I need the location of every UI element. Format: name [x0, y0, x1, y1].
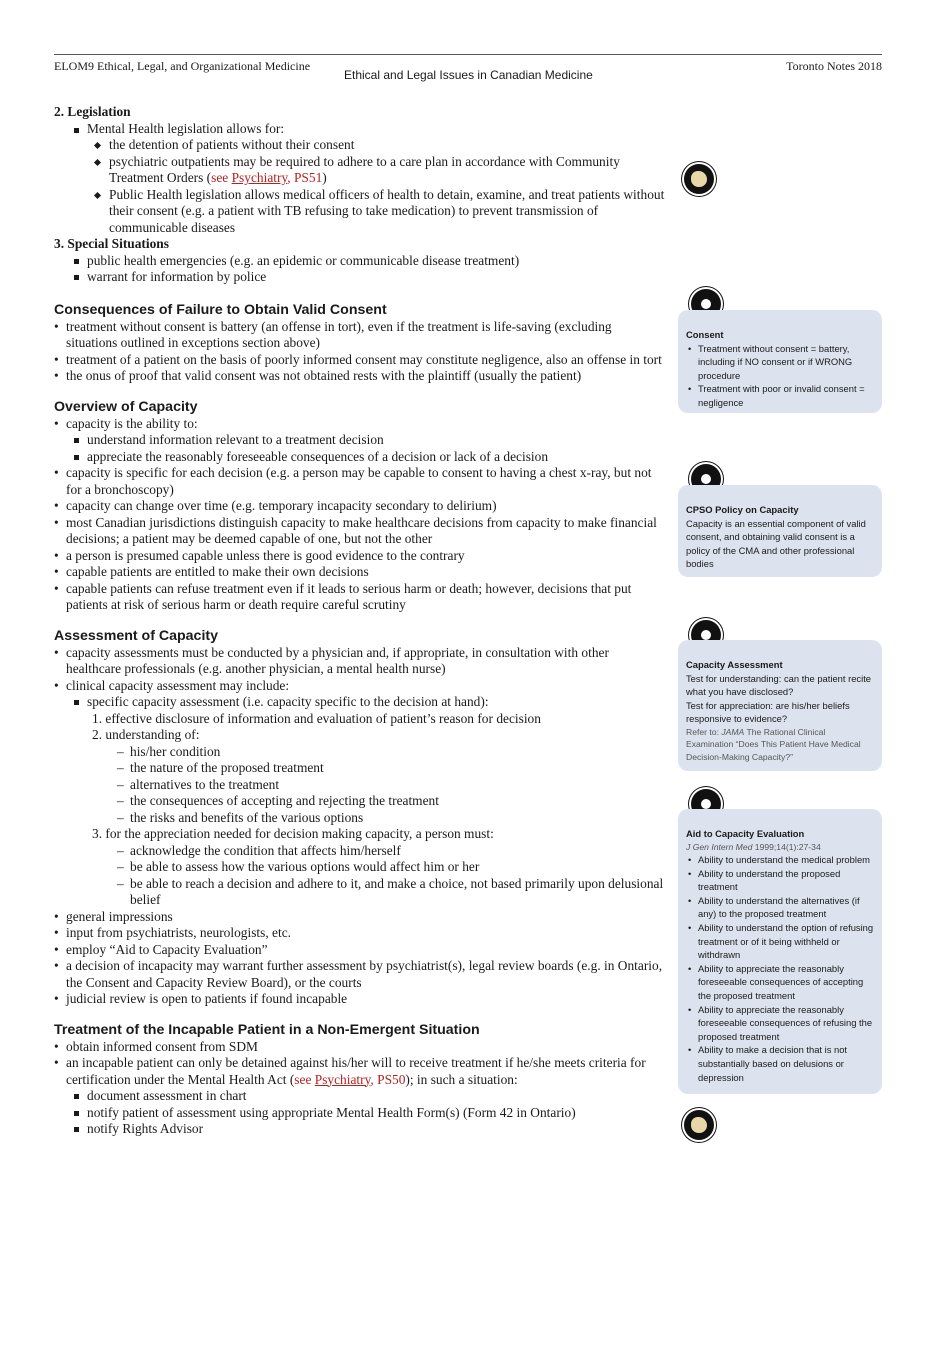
numbered-item: 3. for the appreciation needed for decision making capacity, a person must:	[92, 826, 494, 841]
list-item: notify patient of assessment using appropriate Mental Health Form(s) (Form 42 in Ontario)	[54, 1105, 666, 1122]
special-heading: 3. Special Situations	[54, 236, 169, 251]
list-item: • a person is presumed capable unless there is good evidence to the contrary	[54, 547, 465, 563]
list-item: – acknowledge the condition that affects him/herself	[117, 842, 401, 858]
list-item: • treatment of a patient on the basis of poorly informed consent may constitute negligence, also an offense in tort	[54, 351, 662, 367]
aid-capacity-sidebar-box	[678, 809, 882, 1094]
list-item: appreciate the reasonably foreseeable consequences of a decision or lack of a decision	[54, 449, 666, 466]
list-item: – the risks and benefits of the various options	[117, 809, 364, 825]
cpso-sidebar-box	[678, 485, 882, 577]
aid-box-citation: J Gen Intern Med 1999;14(1):27-34	[686, 841, 821, 852]
main-content	[54, 104, 666, 1138]
list-item: • Treatment without consent = battery, including if NO consent or if WRONG procedure	[686, 342, 874, 383]
numbered-item: 2. understanding of:	[92, 727, 200, 742]
list-item: Mental Health legislation allows for:	[54, 121, 666, 138]
list-item: • Ability to understand the alternatives (if any) to the proposed treatment	[686, 894, 874, 921]
list-item: warrant for information by police	[54, 269, 666, 286]
list-item: public health emergencies (e.g. an epidemic or communicable disease treatment)	[54, 253, 666, 270]
list-item: • capacity is the ability to:	[54, 415, 198, 431]
list-item: • obtain informed consent from SDM	[54, 1038, 258, 1054]
header-chapter: ELOM9 Ethical, Legal, and Organizational Medicine	[54, 59, 311, 73]
list-item: Public Health legislation allows medical officers of health to detain, examine, and treat patients without their consent (e.g. a patient with TB refusing to take medication) to prevent transmission of communicable diseases	[54, 187, 666, 237]
consent-box-title: Consent	[686, 329, 724, 340]
list-item: psychiatric outpatients may be required to adhere to a care plan in accordance with Community Treatment Orders (see Psychiatry, PS51)	[54, 154, 666, 187]
list-item: • general impressions	[54, 908, 173, 924]
cpso-box-title: CPSO Policy on Capacity	[686, 504, 799, 515]
list-item: notify Rights Advisor	[54, 1121, 666, 1138]
cpso-box-text: Capacity is an essential component of valid consent, and obtaining valid consent is a policy of the CMA and other professional bodies	[686, 517, 866, 570]
list-item: • most Canadian jurisdictions distinguish capacity to make healthcare decisions from capacity to make financial decisions; a patient may be deemed capable of one, but not the other	[54, 514, 657, 546]
capacity-assessment-sidebar-box	[678, 640, 882, 771]
list-item: • judicial review is open to patients if found incapable	[54, 991, 348, 1006]
header-section: Ethical and Legal Issues in Canadian Medicine	[344, 68, 593, 82]
list-item: • capacity assessments must be conducted by a physician and, if appropriate, in consultation with other healthcare professionals (e.g. another physician, a mental health nurse)	[54, 644, 609, 676]
psychiatry-brain-icon	[684, 164, 714, 194]
consent-sidebar-box	[678, 310, 882, 413]
list-item: • capacity can change over time (e.g. temporary incapacity secondary to delirium)	[54, 498, 497, 513]
list-item: • employ “Aid to Capacity Evaluation”	[54, 941, 268, 957]
legislation-heading: 2. Legislation	[54, 104, 131, 119]
header-rule	[54, 54, 882, 55]
overview-heading: Overview of Capacity	[54, 398, 198, 415]
list-item: • capable patients are entitled to make their own decisions	[54, 564, 369, 579]
list-item: • the onus of proof that valid consent was not obtained rests with the plaintiff (usually the patient)	[54, 368, 582, 383]
list-item: • treatment without consent is battery (an offense in tort), even if the treatment is life-saving (excluding situations outlined in exceptions section above)	[54, 318, 612, 350]
list-item: • an incapable patient can only be detained against his/her will to receive treatment if he/she meets criteria for certification under the Mental Health Act (see Psychiatry, PS50); in such a situation:	[54, 1055, 646, 1087]
capacity-box-line2: Test for appreciation: are his/her beliefs responsive to evidence?	[686, 699, 850, 725]
capacity-box-line1: Test for understanding: can the patient recite what you have disclosed?	[686, 672, 872, 698]
consequences-heading: Consequences of Failure to Obtain Valid Consent	[54, 301, 387, 318]
list-item: the detention of patients without their consent	[54, 137, 666, 154]
list-item: • a decision of incapacity may warrant further assessment by psychiatrist(s), legal review boards (e.g. in Ontario, the Consent and Capacity Review Board), or the courts	[54, 958, 663, 990]
list-item: • Ability to understand the proposed treatment	[686, 867, 874, 894]
list-item: document assessment in chart	[54, 1088, 666, 1105]
list-item: • Ability to understand the option of refusing treatment or of it being withheld or withdrawn	[686, 921, 874, 962]
list-item: – alternatives to the treatment	[117, 776, 280, 792]
list-item: understand information relevant to a treatment decision	[54, 432, 666, 449]
capacity-box-reference: Refer to: JAMA The Rational Clinical Examination “Does This Patient Have Medical Decision-Making Capacity?”	[686, 726, 861, 762]
psychiatry-ps51-link[interactable]: Psychiatry	[231, 170, 288, 185]
list-item: • Treatment with poor or invalid consent = negligence	[686, 382, 874, 409]
list-item: – the consequences of accepting and rejecting the treatment	[117, 793, 439, 808]
list-item: • input from psychiatrists, neurologists, etc.	[54, 925, 292, 940]
list-item: – the nature of the proposed treatment	[117, 760, 324, 775]
list-item: • Ability to appreciate the reasonably foreseeable consequences of refusing the proposed treatment	[686, 1003, 874, 1044]
list-item: • clinical capacity assessment may include:	[54, 677, 290, 693]
list-item: specific capacity assessment (i.e. capacity specific to the decision at hand):	[54, 694, 666, 711]
list-item: • Ability to make a decision that is not substantially based on delusions or depression	[686, 1043, 874, 1084]
list-item: – his/her condition	[117, 743, 221, 759]
list-item: • capacity is specific for each decision (e.g. a person may be capable to consent to having a chest x-ray, but not for a bronchoscopy)	[54, 465, 652, 497]
aid-box-title: Aid to Capacity Evaluation	[686, 828, 805, 839]
assessment-heading: Assessment of Capacity	[54, 627, 219, 644]
psychiatry-ps50-link[interactable]: Psychiatry	[314, 1071, 371, 1087]
list-item: – be able to reach a decision and adhere to it, and make a choice, not based primarily upon delusional belief	[117, 875, 664, 907]
header-edition: Toronto Notes 2018	[786, 59, 882, 73]
list-item: • Ability to appreciate the reasonably foreseeable consequences of accepting the proposed treatment	[686, 962, 874, 1003]
list-item: • capable patients can refuse treatment even if it leads to serious harm or death; however, decisions that put patients at risk of serious harm or death require careful scrutiny	[54, 580, 632, 612]
psychiatry-brain-icon	[684, 1110, 714, 1140]
treatment-heading: Treatment of the Incapable Patient in a Non-Emergent Situation	[54, 1021, 480, 1038]
capacity-box-title: Capacity Assessment	[686, 659, 783, 670]
list-item: • Ability to understand the medical problem	[686, 853, 874, 867]
numbered-item: 1. effective disclosure of information and evaluation of patient’s reason for decision	[92, 710, 541, 726]
list-item: – be able to assess how the various options would affect him or her	[117, 859, 480, 874]
